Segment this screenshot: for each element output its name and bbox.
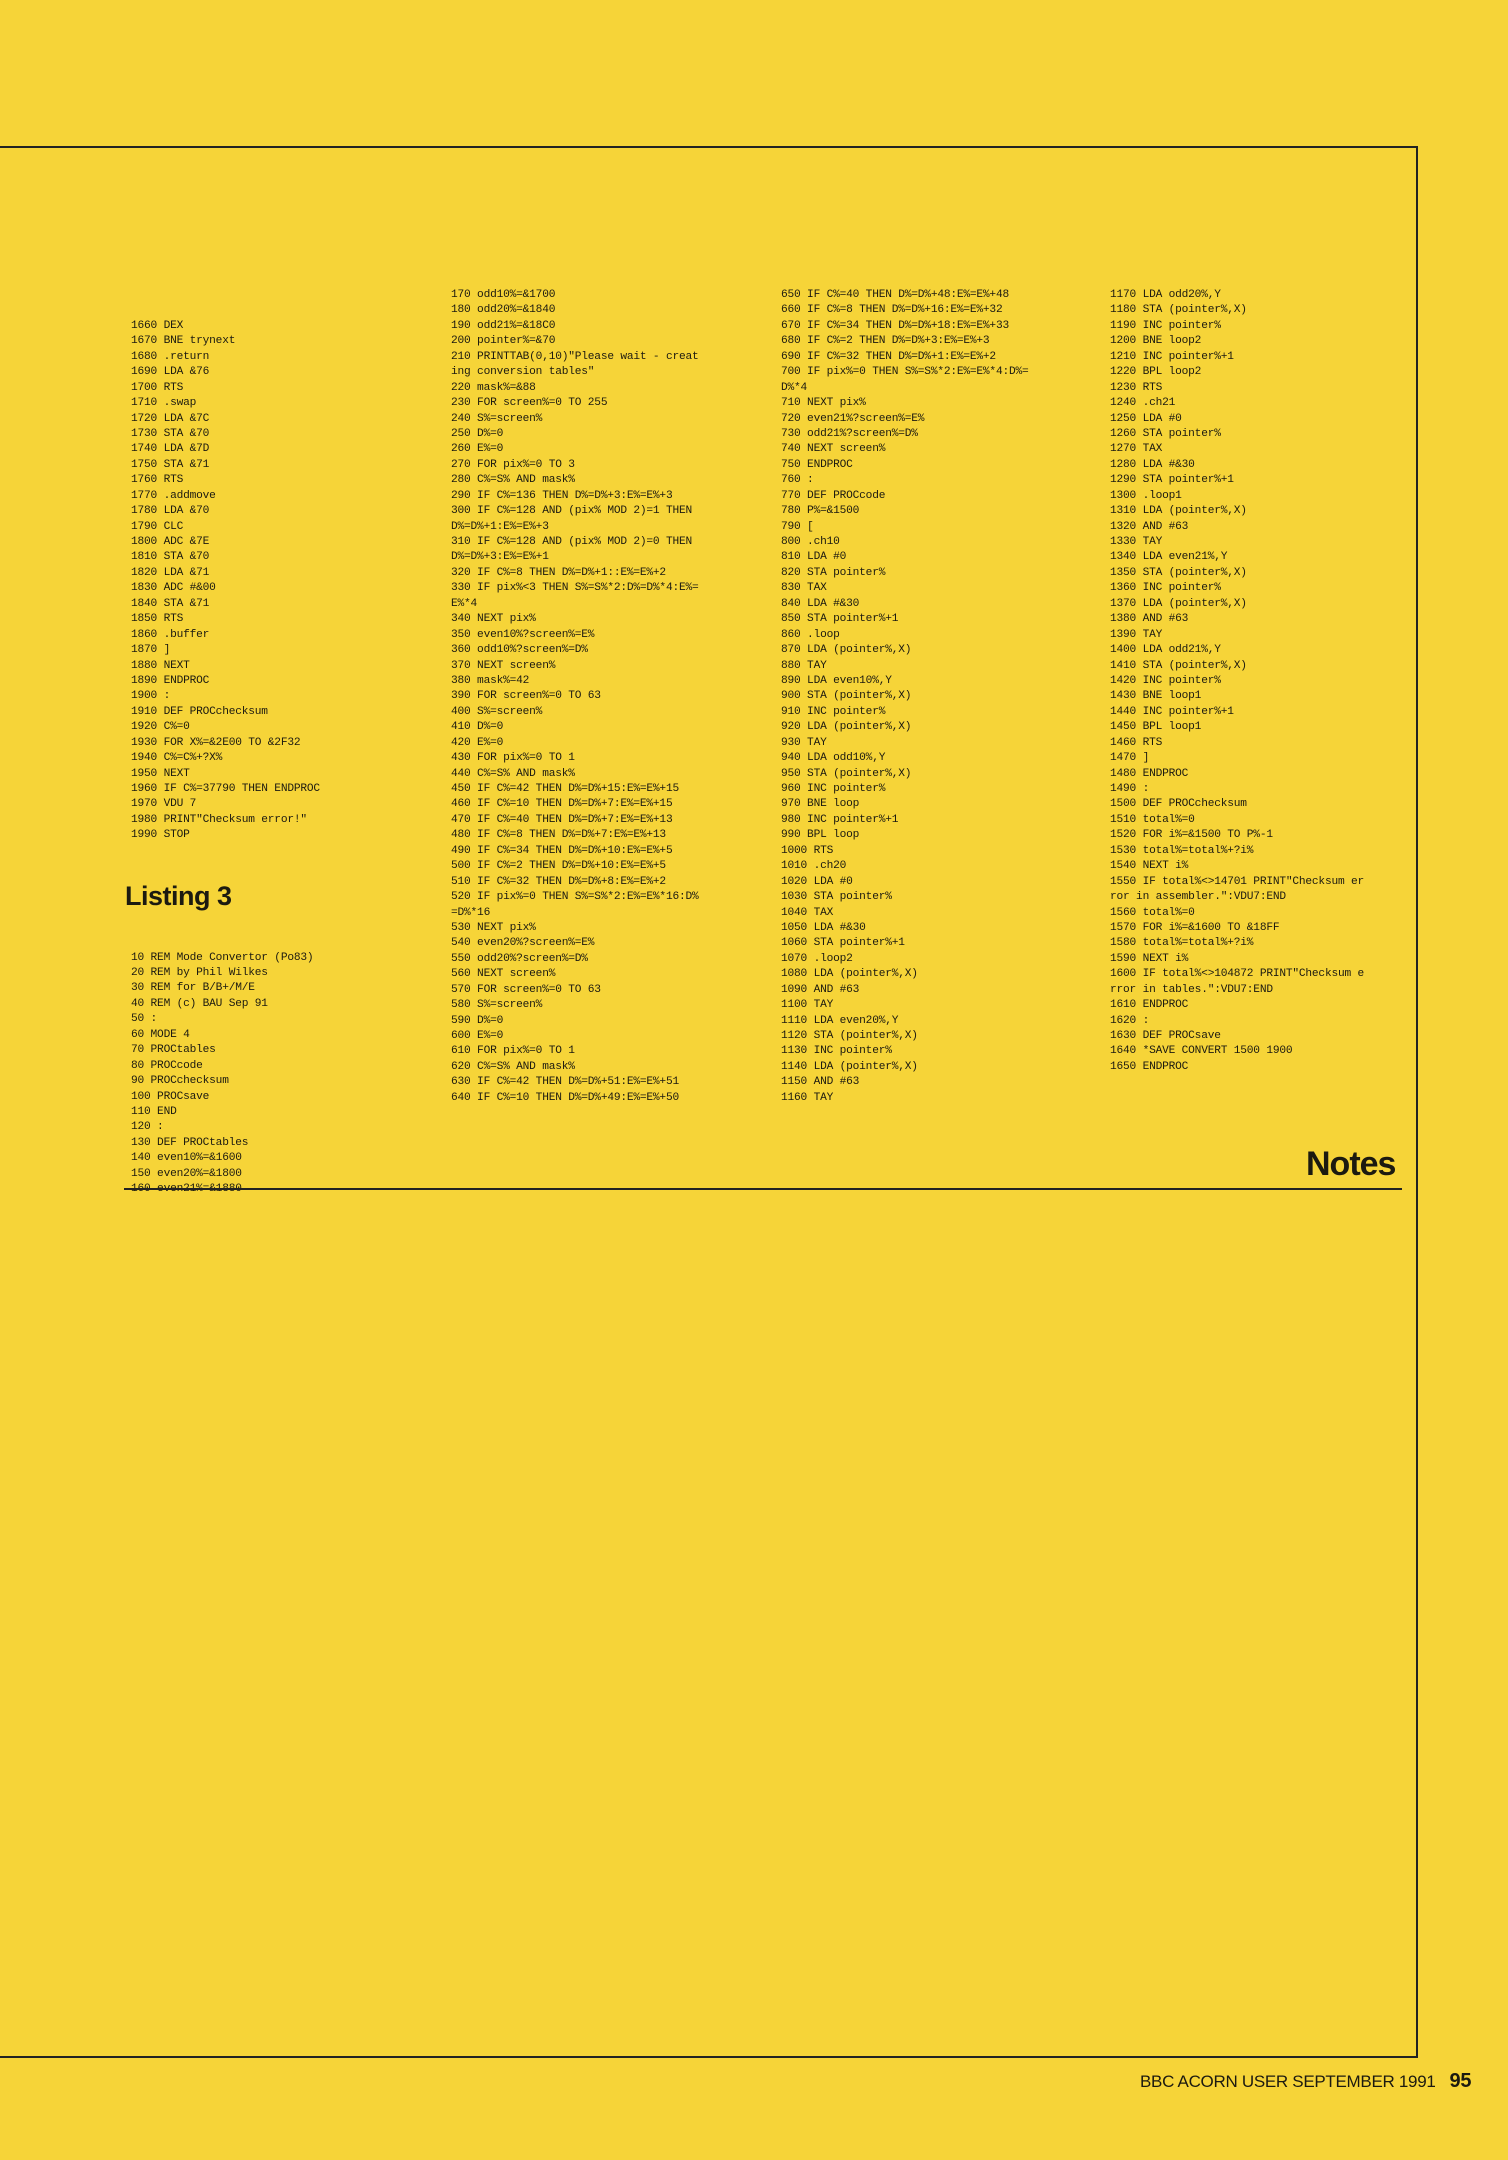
listing-column-4: [1110, 288, 1364, 1075]
code-line: 1680 .return: [131, 350, 210, 363]
code-line: 1720 LDA &7C: [131, 412, 210, 425]
code-line: 10 REM Mode Convertor (Po83): [131, 951, 314, 964]
code-line: 460 IF C%=10 THEN D%=D%+7:E%=E%+15: [451, 798, 673, 811]
code-line: 1080 LDA (pointer%,X): [781, 968, 918, 981]
code-line: 1000 RTS: [781, 844, 834, 857]
code-line: D%=D%+3:E%=E%+1: [451, 551, 549, 564]
code-line: 890 LDA even10%,Y: [781, 674, 892, 687]
code-line: 850 STA pointer%+1: [781, 613, 899, 626]
code-line: 950 STA (pointer%,X): [781, 767, 912, 780]
code-line: 1110 LDA even20%,Y: [781, 1014, 899, 1027]
code-line: 1270 TAX: [1110, 443, 1163, 456]
code-line: 50 :: [131, 1013, 158, 1026]
code-line: 720 even21%?screen%=E%: [781, 412, 925, 425]
code-line: 1640 *SAVE CONVERT 1500 1900: [1110, 1045, 1293, 1058]
code-line: 20 REM by Phil Wilkes: [131, 967, 268, 980]
code-line: 960 INC pointer%: [781, 783, 886, 795]
code-line: 1180 STA (pointer%,X): [1110, 304, 1247, 317]
listing-column-2: [451, 288, 699, 1106]
code-line: 1290 STA pointer%+1: [1110, 474, 1234, 487]
code-line: 970 BNE loop: [781, 798, 860, 811]
code-line: 350 even10%?screen%=E%: [451, 628, 595, 641]
code-line: 340 NEXT pix%: [451, 613, 536, 626]
code-line: 550 odd20%?screen%=D%: [451, 952, 588, 965]
code-line: 1730 STA &70: [131, 427, 210, 440]
code-line: 1190 INC pointer%: [1110, 319, 1221, 332]
code-line: 590 D%=0: [451, 1014, 504, 1027]
code-line: 820 STA pointer%: [781, 566, 886, 579]
code-line: 1220 BPL loop2: [1110, 366, 1202, 379]
listing-3-heading: Listing 3: [125, 880, 232, 911]
code-line: 1350 STA (pointer%,X): [1110, 566, 1247, 579]
code-line: 1930 FOR X%=&2E00 TO &2F32: [131, 736, 301, 749]
code-line: 180 odd20%=&1840: [451, 304, 556, 317]
code-line: 420 E%=0: [451, 736, 504, 749]
code-line: 1040 TAX: [781, 906, 834, 919]
code-line: 990 BPL loop: [781, 829, 860, 842]
code-line: 70 PROCtables: [131, 1044, 216, 1057]
code-line: 410 D%=0: [451, 721, 504, 734]
code-line: 750 ENDPROC: [781, 458, 853, 471]
code-line: 200 pointer%=&70: [451, 335, 556, 348]
code-line: 1990 STOP: [131, 829, 190, 842]
code-line: 930 TAY: [781, 736, 827, 749]
code-line: 150 even20%=&1800: [131, 1167, 242, 1180]
code-line: 1650 ENDPROC: [1110, 1060, 1189, 1073]
code-line: =D%*16: [451, 906, 491, 919]
code-line: 1590 NEXT i%: [1110, 952, 1189, 965]
code-line: 80 PROCcode: [131, 1059, 203, 1072]
code-line: 600 E%=0: [451, 1030, 504, 1042]
code-line: D%*4: [781, 381, 808, 394]
code-line: 1970 VDU 7: [131, 798, 197, 811]
notes-rule: [124, 1188, 1402, 1190]
code-line: 1230 RTS: [1110, 381, 1163, 394]
code-line: 730 odd21%?screen%=D%: [781, 427, 918, 440]
code-line: 330 IF pix%<3 THEN S%=S%*2:D%=D%*4:E%=: [451, 582, 699, 595]
code-line: 1140 LDA (pointer%,X): [781, 1060, 918, 1073]
code-line: 570 FOR screen%=0 TO 63: [451, 983, 601, 996]
code-line: 670 IF C%=34 THEN D%=D%+18:E%=E%+33: [781, 319, 1009, 332]
code-line: 1830 ADC #&00: [131, 582, 216, 595]
code-line: 780 P%=&1500: [781, 505, 860, 518]
code-line: 1430 BNE loop1: [1110, 690, 1202, 703]
code-line: 660 IF C%=8 THEN D%=D%+16:E%=E%+32: [781, 304, 1003, 317]
code-line: 1510 total%=0: [1110, 813, 1195, 826]
code-line: 520 IF pix%=0 THEN S%=S%*2:E%=E%*16:D%: [451, 891, 699, 904]
code-line: 480 IF C%=8 THEN D%=D%+7:E%=E%+13: [451, 829, 666, 842]
code-line: 490 IF C%=34 THEN D%=D%+10:E%=E%+5: [451, 844, 673, 857]
code-line: 1450 BPL loop1: [1110, 721, 1202, 734]
code-line: 1570 FOR i%=&1600 TO &18FF: [1110, 921, 1280, 934]
code-line: 1030 STA pointer%: [781, 891, 892, 904]
code-line: 270 FOR pix%=0 TO 3: [451, 458, 575, 471]
code-line: 30 REM for B/B+/M/E: [131, 982, 255, 995]
code-line: 440 C%=S% AND mask%: [451, 767, 575, 780]
code-line: 1340 LDA even21%,Y: [1110, 551, 1228, 564]
code-line: 1360 INC pointer%: [1110, 582, 1221, 595]
code-line: 1240 .ch21: [1110, 397, 1176, 410]
code-line: 1380 AND #63: [1110, 613, 1189, 626]
notes-heading: Notes: [1306, 1145, 1396, 1183]
code-line: 1610 ENDPROC: [1110, 999, 1189, 1012]
code-line: ing conversion tables": [451, 366, 595, 379]
code-line: 1900 :: [131, 690, 171, 703]
code-line: 280 C%=S% AND mask%: [451, 474, 575, 487]
code-line: 1940 C%=C%+?X%: [131, 752, 223, 765]
code-line: 290 IF C%=136 THEN D%=D%+3:E%=E%+3: [451, 489, 673, 502]
code-line: 1540 NEXT i%: [1110, 860, 1189, 873]
code-line: 1130 INC pointer%: [781, 1045, 892, 1058]
code-line: 1980 PRINT"Checksum error!": [131, 813, 307, 826]
code-line: 1660 DEX: [131, 319, 184, 332]
code-line: 1010 .ch20: [781, 860, 847, 873]
code-line: 500 IF C%=2 THEN D%=D%+10:E%=E%+5: [451, 860, 666, 873]
code-line: 1550 IF total%<>14701 PRINT"Checksum er: [1110, 875, 1365, 888]
code-line: 40 REM (c) BAU Sep 91: [131, 997, 268, 1010]
code-line: 1280 LDA #&30: [1110, 458, 1195, 471]
code-line: 1750 STA &71: [131, 458, 210, 471]
top-rule: [0, 146, 1418, 148]
code-line: 690 IF C%=32 THEN D%=D%+1:E%=E%+2: [781, 350, 996, 363]
code-line: 1310 LDA (pointer%,X): [1110, 505, 1247, 518]
code-line: 800 .ch10: [781, 536, 840, 548]
code-line: 250 D%=0: [451, 427, 504, 440]
code-line: 1100 TAY: [781, 999, 834, 1012]
code-line: 100 PROCsave: [131, 1090, 210, 1103]
listing-column-1: [125, 288, 320, 1213]
code-line: 1890 ENDPROC: [131, 674, 210, 687]
code-line: 90 PROCchecksum: [131, 1075, 229, 1088]
code-line: 1320 AND #63: [1110, 520, 1189, 533]
code-line: 1020 LDA #0: [781, 875, 853, 888]
code-line: 630 IF C%=42 THEN D%=D%+51:E%=E%+51: [451, 1076, 679, 1089]
publication-line: BBC ACORN USER SEPTEMBER 1991: [1140, 2072, 1436, 2091]
code-line: 650 IF C%=40 THEN D%=D%+48:E%=E%+48: [781, 289, 1009, 301]
code-line: 1470 ]: [1110, 752, 1150, 765]
code-line: 1520 FOR i%=&1500 TO P%-1: [1110, 829, 1273, 842]
code-line: 610 FOR pix%=0 TO 1: [451, 1045, 575, 1058]
code-line: 1400 LDA odd21%,Y: [1110, 644, 1221, 657]
code-line: 940 LDA odd10%,Y: [781, 752, 886, 765]
code-line: 620 C%=S% AND mask%: [451, 1060, 575, 1073]
code-line: 1420 INC pointer%: [1110, 674, 1221, 687]
code-line: 1960 IF C%=37790 THEN ENDPROC: [131, 783, 320, 796]
code-line: 710 NEXT pix%: [781, 397, 866, 410]
code-line: 1920 C%=0: [131, 721, 190, 734]
code-line: 300 IF C%=128 AND (pix% MOD 2)=1 THEN: [451, 505, 693, 518]
code-line: 1630 DEF PROCsave: [1110, 1030, 1221, 1042]
code-line: 310 IF C%=128 AND (pix% MOD 2)=0 THEN: [451, 536, 693, 548]
code-line: 1330 TAY: [1110, 536, 1163, 548]
code-line: 1810 STA &70: [131, 551, 210, 564]
code-line: 510 IF C%=32 THEN D%=D%+8:E%=E%+2: [451, 875, 666, 888]
code-line: 1300 .loop1: [1110, 489, 1182, 502]
code-line: 1560 total%=0: [1110, 906, 1195, 919]
code-line: 1530 total%=total%+?i%: [1110, 844, 1254, 857]
code-line: 1780 LDA &70: [131, 505, 210, 518]
code-line: E%*4: [451, 597, 478, 610]
code-line: 1490 :: [1110, 783, 1150, 795]
code-line: 1070 .loop2: [781, 952, 853, 965]
bottom-rule: [0, 2056, 1418, 2058]
code-line: 240 S%=screen%: [451, 412, 543, 425]
code-line: 1670 BNE trynext: [131, 335, 236, 348]
right-rule: [1416, 146, 1418, 2058]
code-line: 880 TAY: [781, 659, 827, 672]
code-line: 260 E%=0: [451, 443, 504, 456]
code-line: 840 LDA #&30: [781, 597, 860, 610]
code-line: 530 NEXT pix%: [451, 921, 536, 934]
code-line: 1440 INC pointer%+1: [1110, 705, 1234, 718]
code-line: 1910 DEF PROCchecksum: [131, 705, 268, 718]
code-line: 1210 INC pointer%+1: [1110, 350, 1234, 363]
code-line: 380 mask%=42: [451, 674, 530, 687]
code-line: 1580 total%=total%+?i%: [1110, 937, 1254, 950]
code-line: 1200 BNE loop2: [1110, 335, 1202, 348]
code-line: 110 END: [131, 1105, 177, 1118]
page-number: 95: [1449, 2070, 1472, 2092]
code-line: 580 S%=screen%: [451, 999, 543, 1012]
listing-2-tail: [131, 319, 320, 844]
code-line: 1120 STA (pointer%,X): [781, 1030, 918, 1042]
code-line: 1770 .addmove: [131, 489, 216, 502]
code-line: 1370 LDA (pointer%,X): [1110, 597, 1247, 610]
code-line: 1160 TAY: [781, 1091, 834, 1104]
code-line: 980 INC pointer%+1: [781, 813, 899, 826]
code-line: 1850 RTS: [131, 613, 184, 626]
code-line: 1820 LDA &71: [131, 566, 210, 579]
code-line: 170 odd10%=&1700: [451, 289, 556, 301]
code-line: 1740 LDA &7D: [131, 443, 210, 456]
code-line: 810 LDA #0: [781, 551, 847, 564]
code-line: 1800 ADC &7E: [131, 536, 210, 549]
code-line: 1250 LDA #0: [1110, 412, 1182, 425]
code-line: 790 [: [781, 520, 814, 533]
code-line: 560 NEXT screen%: [451, 968, 556, 981]
code-line: 320 IF C%=8 THEN D%=D%+1::E%=E%+2: [451, 566, 666, 579]
code-line: 740 NEXT screen%: [781, 443, 886, 456]
code-line: 230 FOR screen%=0 TO 255: [451, 397, 608, 410]
code-line: 1710 .swap: [131, 397, 197, 410]
code-line: 450 IF C%=42 THEN D%=D%+15:E%=E%+15: [451, 783, 679, 795]
code-line: 430 FOR pix%=0 TO 1: [451, 752, 575, 765]
code-line: 190 odd21%=&18C0: [451, 319, 556, 332]
listing-column-3: [781, 288, 1029, 1106]
code-line: 470 IF C%=40 THEN D%=D%+7:E%=E%+13: [451, 813, 673, 826]
listing-3-start: [131, 951, 320, 1198]
code-line: 220 mask%=&88: [451, 381, 536, 394]
code-line: 370 NEXT screen%: [451, 659, 556, 672]
code-line: 870 LDA (pointer%,X): [781, 644, 912, 657]
code-line: 910 INC pointer%: [781, 705, 886, 718]
code-line: 1950 NEXT: [131, 767, 190, 780]
code-line: ror in assembler.":VDU7:END: [1110, 891, 1286, 904]
code-line: 1760 RTS: [131, 474, 184, 487]
code-line: 60 MODE 4: [131, 1028, 190, 1041]
code-line: 120 :: [131, 1121, 164, 1134]
code-line: 1260 STA pointer%: [1110, 427, 1221, 440]
code-line: 130 DEF PROCtables: [131, 1136, 249, 1149]
code-line: 1700 RTS: [131, 381, 184, 394]
code-line: 1410 STA (pointer%,X): [1110, 659, 1247, 672]
code-line: 1090 AND #63: [781, 983, 860, 996]
code-line: 1880 NEXT: [131, 659, 190, 672]
code-line: 1170 LDA odd20%,Y: [1110, 289, 1221, 301]
code-line: 920 LDA (pointer%,X): [781, 721, 912, 734]
code-line: 1460 RTS: [1110, 736, 1163, 749]
code-line: 860 .loop: [781, 628, 840, 641]
code-line: 770 DEF PROCcode: [781, 489, 886, 502]
code-line: 1050 LDA #&30: [781, 921, 866, 934]
code-line: 400 S%=screen%: [451, 705, 543, 718]
code-line: 1500 DEF PROCchecksum: [1110, 798, 1247, 811]
code-line: 760 :: [781, 474, 814, 487]
code-line: 540 even20%?screen%=E%: [451, 937, 595, 950]
code-line: 1860 .buffer: [131, 628, 210, 641]
code-line: 1150 AND #63: [781, 1076, 860, 1089]
code-line: 210 PRINTTAB(0,10)"Please wait - creat: [451, 350, 699, 363]
code-line: 1840 STA &71: [131, 597, 210, 610]
code-line: 1870 ]: [131, 644, 171, 657]
code-line: rror in tables.":VDU7:END: [1110, 983, 1273, 996]
code-line: 1600 IF total%<>104872 PRINT"Checksum e: [1110, 968, 1365, 981]
code-line: 700 IF pix%=0 THEN S%=S%*2:E%=E%*4:D%=: [781, 366, 1029, 379]
code-line: 1690 LDA &76: [131, 366, 210, 379]
code-line: 830 TAX: [781, 582, 827, 595]
code-line: 360 odd10%?screen%=D%: [451, 644, 588, 657]
code-line: 1390 TAY: [1110, 628, 1163, 641]
code-line: 140 even10%=&1600: [131, 1152, 242, 1165]
code-line: 1480 ENDPROC: [1110, 767, 1189, 780]
code-line: 1790 CLC: [131, 520, 184, 533]
code-line: 1060 STA pointer%+1: [781, 937, 905, 950]
code-line: 640 IF C%=10 THEN D%=D%+49:E%=E%+50: [451, 1091, 679, 1104]
code-line: 390 FOR screen%=0 TO 63: [451, 690, 601, 703]
page-footer: [1140, 2070, 1471, 2093]
code-line: 1620 :: [1110, 1014, 1150, 1027]
code-line: D%=D%+1:E%=E%+3: [451, 520, 549, 533]
code-line: 680 IF C%=2 THEN D%=D%+3:E%=E%+3: [781, 335, 990, 348]
code-line: 900 STA (pointer%,X): [781, 690, 912, 703]
